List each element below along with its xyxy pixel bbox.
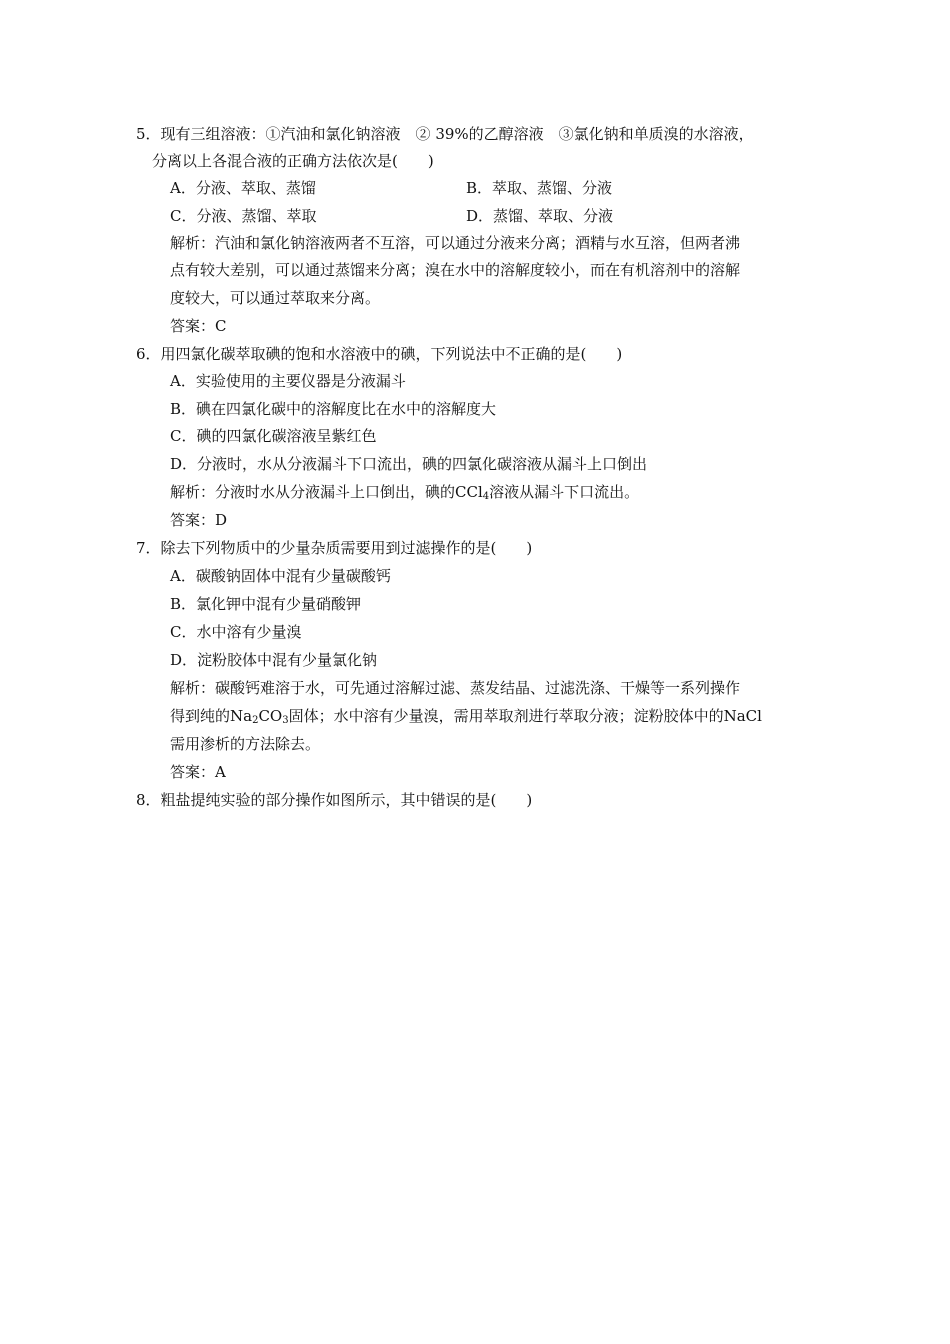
q6-option-d: D．分液时，水从分液漏斗下口流出，碘的四氯化碳溶液从漏斗上口倒出: [170, 455, 648, 473]
q5-option-d: D．蒸馏、萃取、分液: [466, 207, 614, 225]
q7-analysis-formula: CO: [258, 707, 283, 725]
q7-answer: 答案：A: [170, 763, 226, 781]
q5-option-b: B．萃取、蒸馏、分液: [466, 179, 613, 197]
q6-option-c: C．碘的四氯化碳溶液呈紫红色: [170, 427, 377, 445]
q7-analysis-subscript-1: 2: [252, 715, 259, 726]
q5-analysis-line-2: 点有较大差别，可以通过蒸馏来分离；溴在水中的溶解度较小，而在有机溶剂中的溶解: [170, 261, 741, 279]
q5-option-c: C．分液、蒸馏、萃取: [170, 207, 317, 225]
q7-option-d: D．淀粉胶体中混有少量氯化钠: [170, 651, 378, 669]
q5-option-a: A．分液、萃取、蒸馏: [170, 179, 316, 197]
q5-stem-line-1: 5．现有三组溶液：①汽油和氯化钠溶液 ② 39%的乙醇溶液 ③氯化钠和单质溴的水溶液，: [136, 125, 754, 143]
q6-analysis-text-end: 溶液从漏斗下口流出。: [489, 483, 640, 501]
q5-stem-line-2: 分离以上各混合液的正确方法依次是( ): [152, 152, 434, 170]
q6-stem: 6．用四氯化碳萃取碘的饱和水溶液中的碘，下列说法中不正确的是( ): [136, 345, 623, 363]
q6-option-a: A．实验使用的主要仪器是分液漏斗: [170, 372, 406, 390]
q7-analysis-subscript-2: 3: [282, 715, 289, 726]
q5-analysis-line-3: 度较大，可以通过萃取来分离。: [170, 289, 381, 307]
q6-answer: 答案：D: [170, 511, 228, 529]
q5-answer: 答案：C: [170, 317, 227, 335]
q7-analysis-line-3: 需用渗析的方法除去。: [170, 735, 321, 753]
q6-option-b: B．碘在四氯化碳中的溶解度比在水中的溶解度大: [170, 400, 497, 418]
q8-stem: 8．粗盐提纯实验的部分操作如图所示，其中错误的是( ): [136, 791, 533, 809]
q5-analysis-line-1: 解析：汽油和氯化钠溶液两者不互溶，可以通过分液来分离；酒精与水互溶，但两者沸: [170, 234, 741, 252]
q7-option-a: A．碳酸钠固体中混有少量碳酸钙: [170, 567, 391, 585]
q6-analysis: [170, 482, 639, 507]
q7-analysis-text-end: 固体；水中溶有少量溴，需用萃取剂进行萃取分液；淀粉胶体中的NaCl: [288, 707, 762, 725]
q7-analysis-line-2: [170, 706, 762, 731]
q6-analysis-text: 解析：分液时水从分液漏斗上口倒出，碘的CCl: [170, 483, 483, 501]
q7-stem: 7．除去下列物质中的少量杂质需要用到过滤操作的是( ): [136, 539, 533, 557]
q7-option-b: B．氯化钾中混有少量硝酸钾: [170, 595, 362, 613]
q7-option-c: C．水中溶有少量溴: [170, 623, 302, 641]
q6-analysis-subscript: 4: [482, 491, 490, 502]
q7-analysis-text: 得到纯的Na: [170, 707, 253, 725]
q7-analysis-line-1: 解析：碳酸钙难溶于水，可先通过溶解过滤、蒸发结晶、过滤洗涤、干燥等一系列操作: [170, 679, 741, 697]
